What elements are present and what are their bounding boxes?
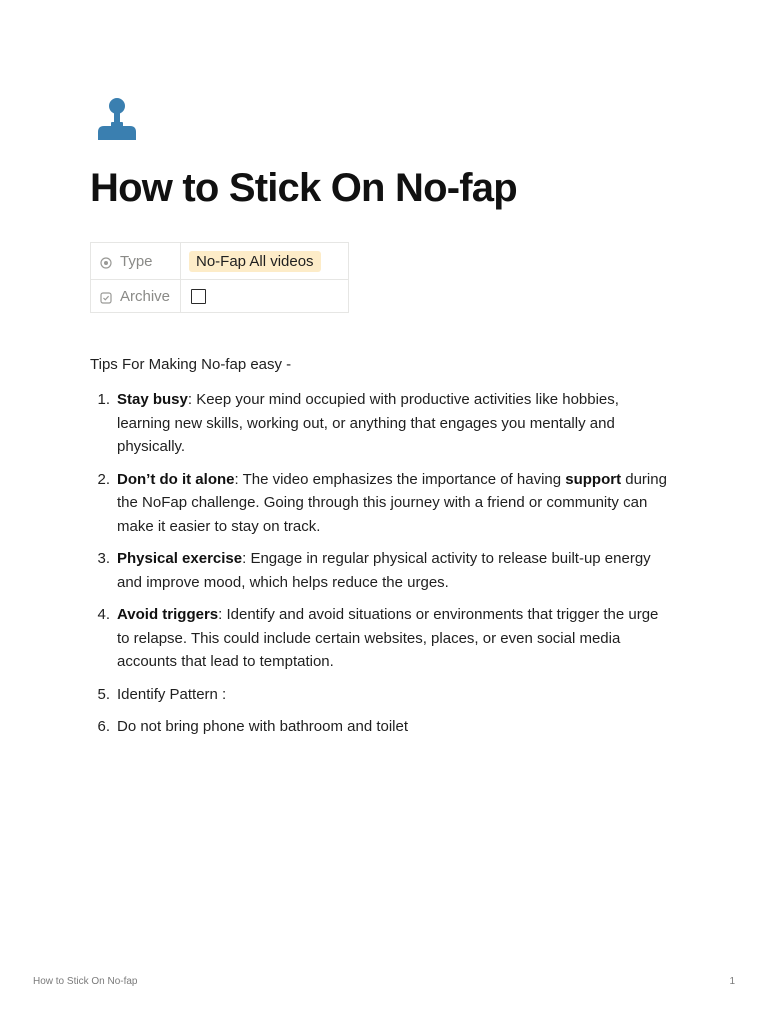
list-item xyxy=(90,388,670,459)
property-label: Type xyxy=(120,252,153,270)
tip-text: : The video emphasizes the importance of having xyxy=(234,470,566,488)
page-number: 1 xyxy=(729,976,735,987)
property-name-type xyxy=(91,243,181,279)
property-label: Archive xyxy=(120,287,171,305)
list-number: 1. xyxy=(97,391,110,408)
page-title: How to Stick On No-fap xyxy=(90,166,517,210)
list-number: 2. xyxy=(97,470,110,488)
property-row-type xyxy=(91,243,348,280)
property-value-type[interactable] xyxy=(181,243,348,279)
tip-heading: Don’t do it alone xyxy=(117,470,235,488)
list-number: 4. xyxy=(97,606,110,623)
list-item xyxy=(90,547,670,594)
tip-heading: Physical exercise xyxy=(117,550,243,567)
property-row-archive xyxy=(91,280,348,312)
checkbox-icon xyxy=(100,292,112,304)
tip-text: during the NoFap challenge. Going through this journey with a friend or community can make it easier to stay on track. xyxy=(117,470,667,535)
list-number: 5. xyxy=(97,685,110,703)
tip-text: : Engage in regular physical activity to release built-up energy and improve mood, which helps reduce the urges. xyxy=(117,550,651,591)
tip-text: : Identify and avoid situations or environments that trigger the urge to relapse. This could include certain websites, places, or even social media accounts that lead to temptation. xyxy=(117,606,659,670)
joystick-icon xyxy=(94,96,140,142)
tip-heading: Avoid triggers xyxy=(117,606,219,623)
footer-title: How to Stick On No-fap xyxy=(33,976,138,987)
properties-table xyxy=(90,242,349,313)
list-number: 6. xyxy=(97,718,110,735)
list-item xyxy=(90,683,670,707)
property-value-archive xyxy=(181,280,348,312)
tip-text: Identify Pattern : xyxy=(117,685,227,703)
intro-text: Tips For Making No-fap easy - xyxy=(90,356,292,373)
type-tag[interactable]: No-Fap All videos xyxy=(189,251,321,272)
property-name-archive xyxy=(91,280,181,312)
list-item xyxy=(90,603,670,674)
select-icon xyxy=(100,257,112,269)
tips-list xyxy=(90,388,670,748)
list-item xyxy=(90,468,670,539)
archive-checkbox[interactable] xyxy=(191,289,206,304)
list-item xyxy=(90,715,670,739)
tip-heading: Stay busy xyxy=(117,391,188,408)
list-number: 3. xyxy=(97,550,110,567)
tip-emphasis: support xyxy=(565,470,622,488)
tip-text: : Keep your mind occupied with productive activities like hobbies, learning new skills, working out, or anything that engages you mentally and physically. xyxy=(117,391,619,455)
tip-text: Do not bring phone with bathroom and toilet xyxy=(117,718,409,735)
